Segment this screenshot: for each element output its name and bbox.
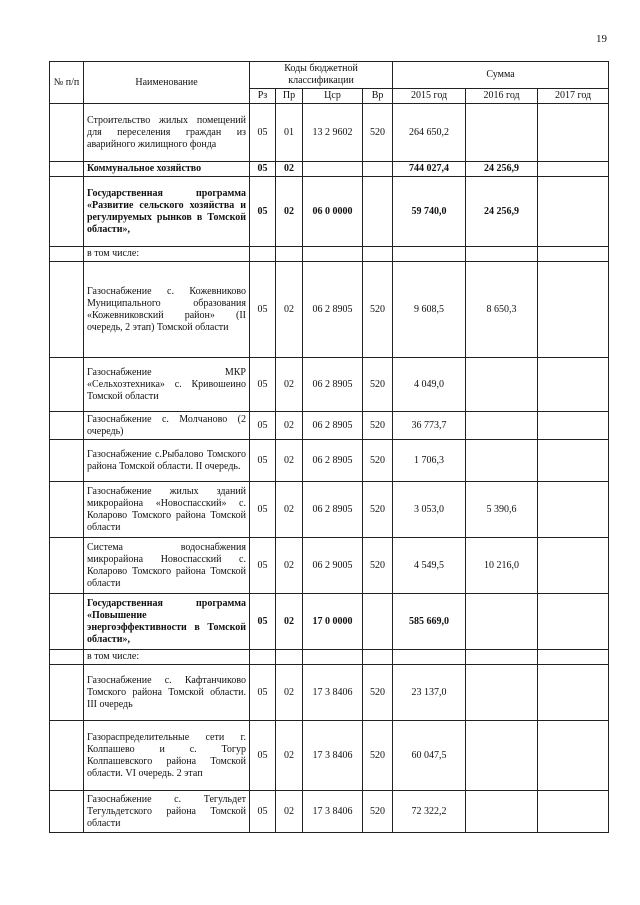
cell-2015: 59 740,0 xyxy=(393,177,466,247)
table-row xyxy=(50,440,609,482)
cell-csr: 06 2 8905 xyxy=(303,358,363,412)
cell-rz: 05 xyxy=(250,162,276,177)
cell-csr: 17 3 8406 xyxy=(303,665,363,721)
cell-2016 xyxy=(466,721,538,791)
cell-2017 xyxy=(538,721,609,791)
cell-2017 xyxy=(538,247,609,262)
table-row xyxy=(50,482,609,538)
cell-2017 xyxy=(538,594,609,650)
cell-2017 xyxy=(538,262,609,358)
cell-rz: 05 xyxy=(250,791,276,833)
cell-num xyxy=(50,440,84,482)
cell-csr: 17 3 8406 xyxy=(303,721,363,791)
cell-vr xyxy=(363,162,393,177)
cell-pr: 02 xyxy=(276,482,303,538)
cell-2017 xyxy=(538,162,609,177)
cell-csr: 17 3 8406 xyxy=(303,791,363,833)
cell-2016: 8 650,3 xyxy=(466,262,538,358)
cell-pr: 02 xyxy=(276,538,303,594)
cell-csr: 06 2 8905 xyxy=(303,412,363,440)
cell-2017 xyxy=(538,358,609,412)
cell-name: Газоснабжение МКР «Сельхозтехника» с. Кривошеино Томской области xyxy=(84,358,250,412)
cell-rz: 05 xyxy=(250,358,276,412)
cell-rz xyxy=(250,247,276,262)
cell-rz: 05 xyxy=(250,262,276,358)
cell-num xyxy=(50,650,84,665)
cell-vr xyxy=(363,594,393,650)
cell-num xyxy=(50,358,84,412)
cell-pr: 02 xyxy=(276,162,303,177)
table-row xyxy=(50,177,609,247)
budget-table xyxy=(49,61,609,833)
cell-rz: 05 xyxy=(250,440,276,482)
cell-name: Газоснабжение с.Рыбалово Томского района Томской области. II очередь. xyxy=(84,440,250,482)
cell-2015: 9 608,5 xyxy=(393,262,466,358)
cell-num xyxy=(50,482,84,538)
cell-2016 xyxy=(466,247,538,262)
cell-pr: 02 xyxy=(276,791,303,833)
cell-name: в том числе: xyxy=(84,247,250,262)
cell-csr: 17 0 0000 xyxy=(303,594,363,650)
cell-rz: 05 xyxy=(250,721,276,791)
cell-2016: 24 256,9 xyxy=(466,177,538,247)
cell-name: Газораспределительные сети г. Колпашево и с. Тогур Колпашевского района Томской области. VI очередь. 2 этап xyxy=(84,721,250,791)
cell-num xyxy=(50,665,84,721)
cell-2016 xyxy=(466,440,538,482)
cell-pr: 02 xyxy=(276,412,303,440)
cell-2015: 36 773,7 xyxy=(393,412,466,440)
cell-2016: 10 216,0 xyxy=(466,538,538,594)
cell-2015: 3 053,0 xyxy=(393,482,466,538)
cell-vr: 520 xyxy=(363,104,393,162)
cell-name: Газоснабжение с. Молчаново (2 очередь) xyxy=(84,412,250,440)
cell-2016 xyxy=(466,665,538,721)
table-row xyxy=(50,412,609,440)
table-row xyxy=(50,358,609,412)
cell-pr xyxy=(276,650,303,665)
cell-vr: 520 xyxy=(363,440,393,482)
table-row xyxy=(50,104,609,162)
cell-2015: 1 706,3 xyxy=(393,440,466,482)
table-row xyxy=(50,594,609,650)
cell-2017 xyxy=(538,440,609,482)
cell-pr: 02 xyxy=(276,440,303,482)
cell-name: Газоснабжение с. Тегульдет Тегульдетского района Томской области xyxy=(84,791,250,833)
cell-csr: 06 2 8905 xyxy=(303,482,363,538)
cell-2017 xyxy=(538,177,609,247)
cell-pr: 01 xyxy=(276,104,303,162)
cell-2015: 72 322,2 xyxy=(393,791,466,833)
table-row xyxy=(50,262,609,358)
page-number: 19 xyxy=(596,33,607,45)
cell-2016 xyxy=(466,104,538,162)
cell-2015: 4 549,5 xyxy=(393,538,466,594)
cell-2015: 60 047,5 xyxy=(393,721,466,791)
cell-rz: 05 xyxy=(250,412,276,440)
cell-2016: 5 390,6 xyxy=(466,482,538,538)
cell-pr: 02 xyxy=(276,721,303,791)
cell-csr: 06 2 8905 xyxy=(303,440,363,482)
cell-rz: 05 xyxy=(250,177,276,247)
cell-pr: 02 xyxy=(276,594,303,650)
cell-name: Газоснабжение жилых зданий микрорайона «Новоспасский» с. Коларово Томского района Томской области xyxy=(84,482,250,538)
cell-num xyxy=(50,594,84,650)
cell-num xyxy=(50,721,84,791)
cell-csr: 13 2 9602 xyxy=(303,104,363,162)
cell-2017 xyxy=(538,104,609,162)
cell-2016: 24 256,9 xyxy=(466,162,538,177)
cell-name: Строительство жилых помещений для переселения граждан из аварийного жилищного фонда xyxy=(84,104,250,162)
cell-2016 xyxy=(466,412,538,440)
cell-csr xyxy=(303,162,363,177)
cell-num xyxy=(50,538,84,594)
table-row xyxy=(50,791,609,833)
cell-2015: 23 137,0 xyxy=(393,665,466,721)
header-sum: Сумма xyxy=(393,62,609,89)
cell-num xyxy=(50,262,84,358)
cell-num xyxy=(50,247,84,262)
table-row xyxy=(50,538,609,594)
cell-vr: 520 xyxy=(363,482,393,538)
cell-vr: 520 xyxy=(363,412,393,440)
header-num: № п/п xyxy=(50,62,84,104)
cell-2015 xyxy=(393,247,466,262)
header-pr: Пр xyxy=(276,89,303,104)
cell-vr xyxy=(363,177,393,247)
cell-csr: 06 2 9005 xyxy=(303,538,363,594)
cell-2017 xyxy=(538,412,609,440)
cell-csr xyxy=(303,247,363,262)
cell-2017 xyxy=(538,482,609,538)
cell-rz: 05 xyxy=(250,538,276,594)
table-row xyxy=(50,650,609,665)
cell-name: Государственная программа «Повышение энергоэффективности в Томской области», xyxy=(84,594,250,650)
cell-2015 xyxy=(393,650,466,665)
cell-name: Газоснабжение с. Кафтанчиково Томского района Томской области. III очередь xyxy=(84,665,250,721)
cell-name: Коммунальное хозяйство xyxy=(84,162,250,177)
header-2017: 2017 год xyxy=(538,89,609,104)
cell-pr: 02 xyxy=(276,358,303,412)
header-name: Наименование xyxy=(84,62,250,104)
header-rz: Рз xyxy=(250,89,276,104)
cell-2016 xyxy=(466,594,538,650)
header-vr: Вр xyxy=(363,89,393,104)
cell-2015: 585 669,0 xyxy=(393,594,466,650)
cell-rz xyxy=(250,650,276,665)
cell-2017 xyxy=(538,665,609,721)
cell-vr: 520 xyxy=(363,665,393,721)
cell-vr: 520 xyxy=(363,538,393,594)
cell-csr: 06 0 0000 xyxy=(303,177,363,247)
cell-2016 xyxy=(466,791,538,833)
cell-2017 xyxy=(538,791,609,833)
cell-pr xyxy=(276,247,303,262)
header-codes: Коды бюджетной классификации xyxy=(250,62,393,89)
cell-2016 xyxy=(466,650,538,665)
table-row xyxy=(50,247,609,262)
cell-pr: 02 xyxy=(276,262,303,358)
cell-name: Газоснабжение с. Кожевниково Муниципального образования «Кожевниковский район» (II очередь, 2 этап) Томской области xyxy=(84,262,250,358)
header-2015: 2015 год xyxy=(393,89,466,104)
cell-2016 xyxy=(466,358,538,412)
cell-rz: 05 xyxy=(250,594,276,650)
cell-vr: 520 xyxy=(363,358,393,412)
cell-vr xyxy=(363,650,393,665)
cell-rz: 05 xyxy=(250,104,276,162)
cell-name: Система водоснабжения микрорайона Новоспасский с. Коларово Томского района Томской области xyxy=(84,538,250,594)
cell-csr xyxy=(303,650,363,665)
cell-vr: 520 xyxy=(363,721,393,791)
header-csr: Цср xyxy=(303,89,363,104)
cell-num xyxy=(50,791,84,833)
cell-num xyxy=(50,104,84,162)
cell-vr: 520 xyxy=(363,791,393,833)
cell-2017 xyxy=(538,650,609,665)
cell-vr xyxy=(363,247,393,262)
cell-pr: 02 xyxy=(276,177,303,247)
cell-name: в том числе: xyxy=(84,650,250,665)
table-row xyxy=(50,721,609,791)
table-row xyxy=(50,162,609,177)
cell-2015: 264 650,2 xyxy=(393,104,466,162)
header-2016: 2016 год xyxy=(466,89,538,104)
cell-num xyxy=(50,177,84,247)
cell-rz: 05 xyxy=(250,665,276,721)
table-row xyxy=(50,665,609,721)
cell-name: Государственная программа «Развитие сельского хозяйства и регулируемых рынков в Томской области», xyxy=(84,177,250,247)
cell-pr: 02 xyxy=(276,665,303,721)
cell-2015: 744 027,4 xyxy=(393,162,466,177)
cell-rz: 05 xyxy=(250,482,276,538)
cell-num xyxy=(50,162,84,177)
cell-csr: 06 2 8905 xyxy=(303,262,363,358)
cell-num xyxy=(50,412,84,440)
cell-vr: 520 xyxy=(363,262,393,358)
cell-2015: 4 049,0 xyxy=(393,358,466,412)
cell-2017 xyxy=(538,538,609,594)
